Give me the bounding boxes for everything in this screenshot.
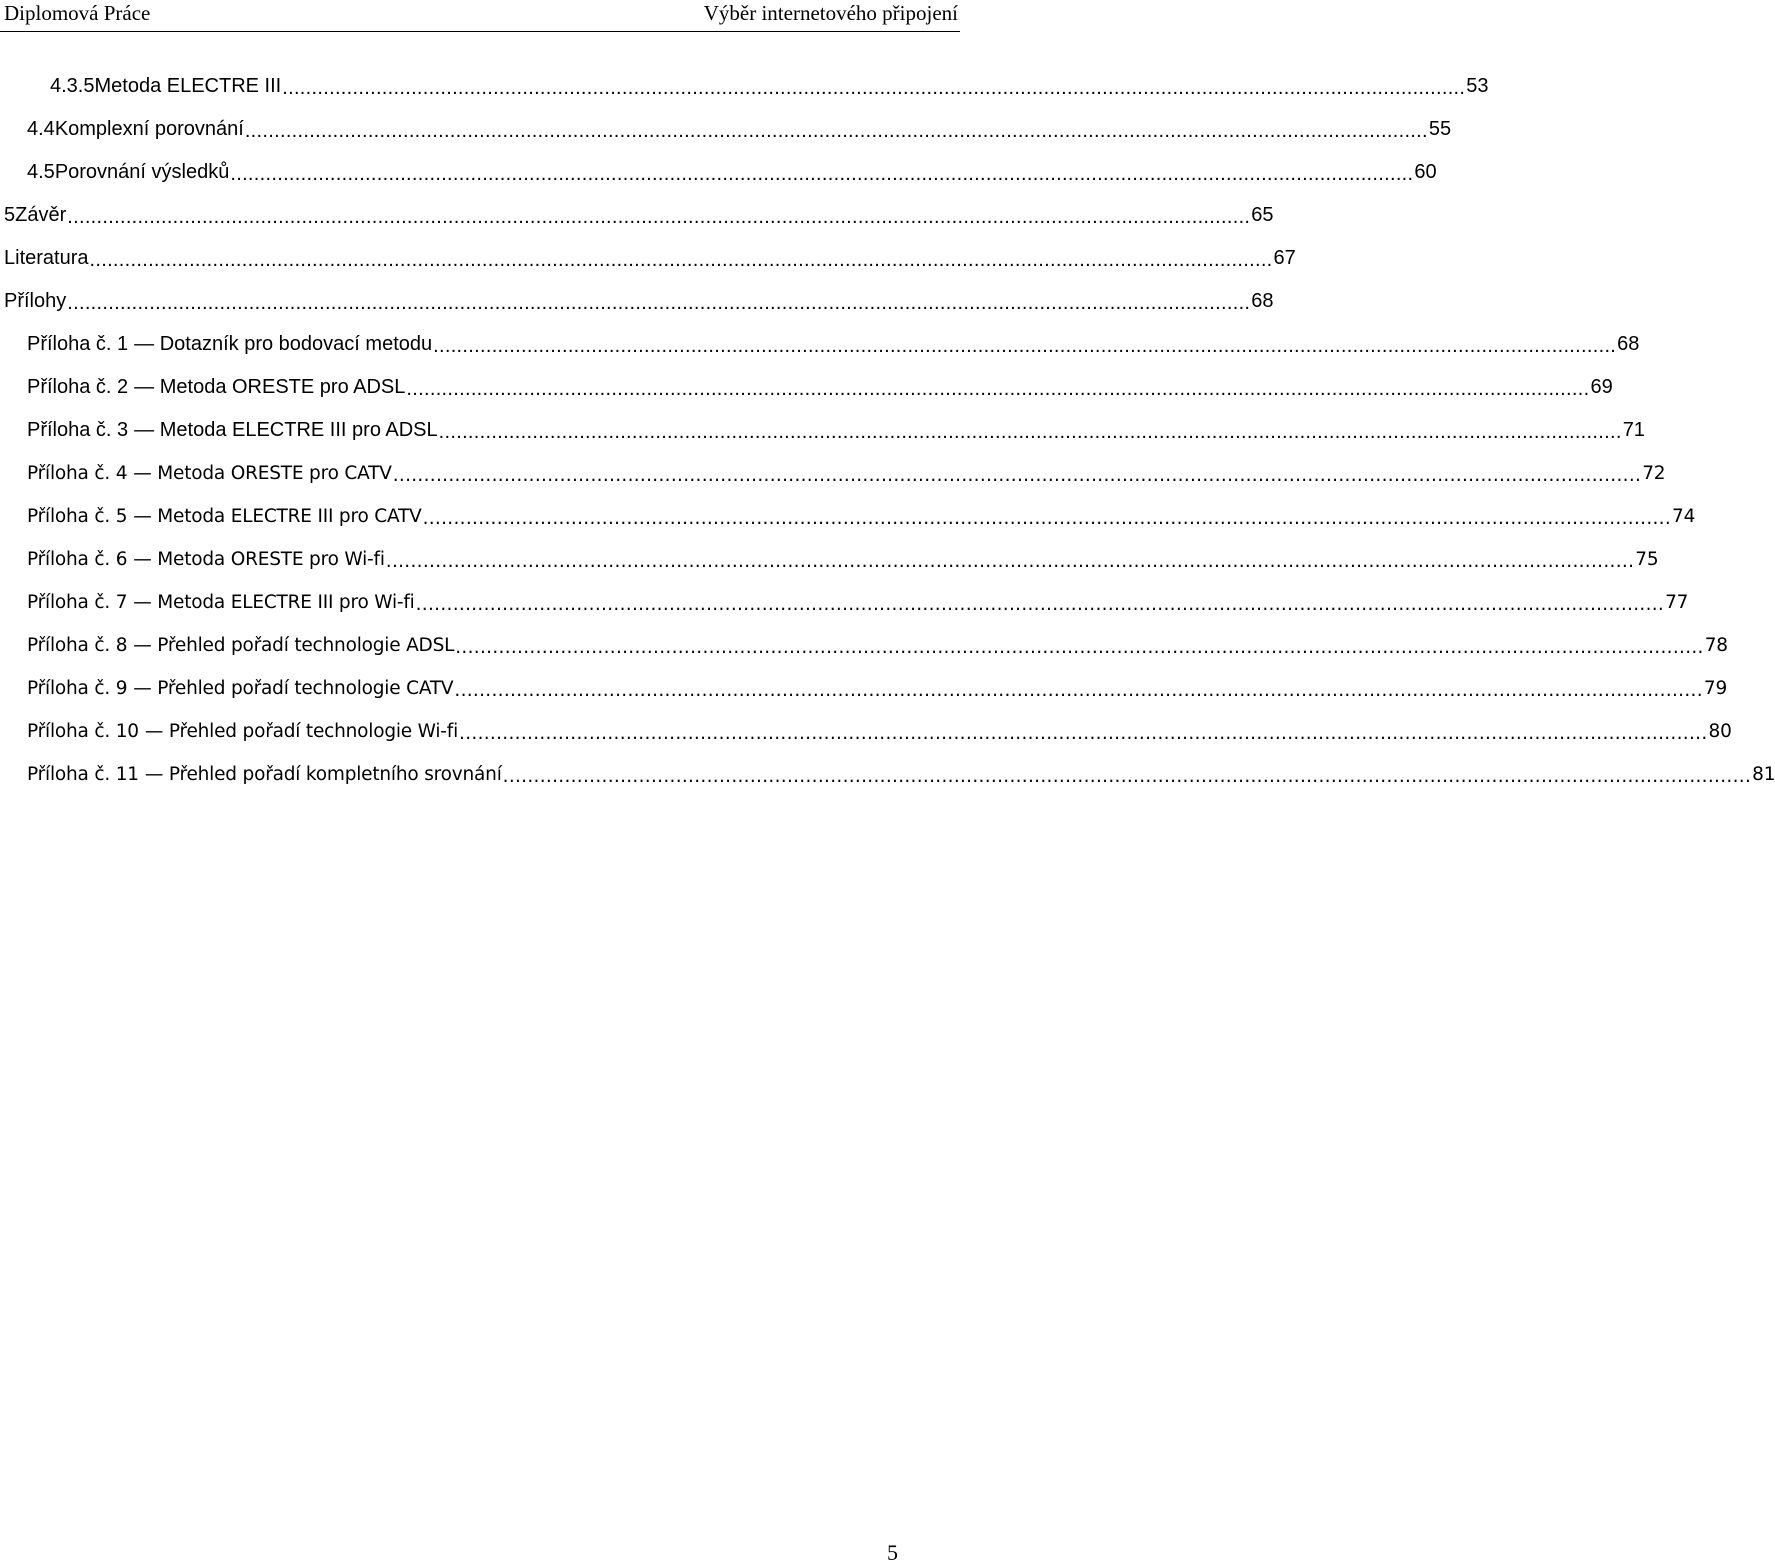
toc-leader-dots: .......................................................................................................................................................................................................... [502,766,1752,787]
header-thesis-title: Výběr internetového připojení [703,1,958,25]
toc-entry[interactable] [27,667,1728,710]
toc-entry-number: Příloha č. 1 [27,333,129,355]
toc-entry-title: Komplexní porovnání [54,118,244,140]
toc-leader-dots: .......................................................................................................................................................................................................... [433,335,1617,357]
toc-entry-number: 4.5 [27,161,55,183]
toc-entry-title-text: Metoda ELECTRE III pro CATV [157,506,422,527]
toc-entry-number: Příloha č. 7 [27,592,128,613]
toc-entry-title: — Přehled pořadí kompletního srovnání [144,764,502,785]
toc-entry-number: 5 [4,204,16,226]
toc-entry[interactable] [27,366,1613,409]
toc-entry-number: 4.4 [27,118,55,140]
toc-entry[interactable] [4,194,1274,237]
toc-entry-page: 65 [1251,204,1274,226]
toc-leader-dots: .......................................................................................................................................................................................................... [438,421,1622,443]
toc-entry-title: Porovnání výsledků [54,161,230,183]
toc-entry-title: — Přehled pořadí technologie CATV [133,678,454,699]
toc-entry-title-text: Metoda ORESTE pro Wi-fi [157,549,385,570]
toc-entry-number: Příloha č. 5 [27,506,128,527]
toc-entry-title-text: Metoda ORESTE pro ADSL [159,376,406,398]
toc-entry-page: 68 [1251,290,1274,312]
toc-entry-page: 74 [1672,506,1696,527]
toc-entry[interactable] [27,624,1728,667]
toc-entry-number: Příloha č. 8 [27,635,128,656]
toc-entry-number: Příloha č. 9 [27,678,128,699]
toc-leader-dots: .......................................................................................................................................................................................................... [282,77,1466,99]
toc-entry-title: — Metoda ELECTRE III pro CATV [133,506,422,527]
toc-entry[interactable] [27,452,1666,495]
toc-entry-title: — Metoda ELECTRE III pro Wi-fi [133,592,415,613]
toc-entry-title: Metoda ELECTRE III [94,75,282,97]
toc-entry-page: 55 [1428,118,1452,140]
toc-entry-page: 80 [1708,721,1732,742]
toc-entry-title-text: Přehled pořadí technologie CATV [157,678,454,699]
toc-entry-title-text: Přehled pořadí technologie Wi-fi [168,721,459,742]
toc-entry-title: Závěr [15,204,67,226]
toc-entry[interactable] [27,323,1640,366]
toc-entry-title-text: Přehled pořadí technologie ADSL [157,635,455,656]
toc-entry-title: — Dotazník pro bodovací metodu [134,333,433,355]
toc-entry[interactable] [27,581,1689,624]
toc-entry-number: Příloha č. 4 [27,463,128,484]
toc-leader-dots: .......................................................................................................................................................................................................... [244,120,1428,142]
toc-entry-title-text: Metoda ELECTRE III pro Wi-fi [157,592,415,613]
toc-entry-title-text: Metoda ORESTE pro CATV [157,463,392,484]
toc-entry-number: Příloha č. 11 [27,764,139,785]
toc-entry-page: 78 [1704,635,1728,656]
toc-entry-page: 71 [1622,419,1645,441]
toc-entry-page: 79 [1703,678,1728,699]
toc-entry-number: Příloha č. 3 [27,419,129,441]
toc-leader-dots: .......................................................................................................................................................................................................... [455,637,1704,658]
toc-entry-title-text: Metoda ELECTRE III pro ADSL [159,419,438,441]
toc-leader-dots: .......................................................................................................................................................................................................... [454,680,1703,701]
toc-entry-title: — Přehled pořadí technologie Wi-fi [144,721,459,742]
toc-leader-dots: .......................................................................................................................................................................................................... [406,378,1590,400]
toc-entry-page: 67 [1273,247,1296,269]
toc-entry-title: Přílohy [4,290,67,312]
toc-entry-title: Literatura [4,247,89,269]
toc-entry[interactable] [4,280,1274,323]
toc-entry[interactable] [27,151,1437,194]
toc-entry-number: Příloha č. 2 [27,376,129,398]
toc-entry-page: 60 [1414,161,1437,183]
toc-entry[interactable] [27,538,1659,581]
toc-entry-page: 69 [1590,376,1613,398]
header-document-type: Diplomová Práce [4,1,151,25]
toc-entry-title: — Metoda ORESTE pro Wi-fi [133,549,385,570]
toc-entry-page: 68 [1617,333,1640,355]
toc-entry[interactable] [27,108,1452,151]
toc-entry-number: Příloha č. 10 [27,721,139,742]
toc-entry-title-text: Dotazník pro bodovací metodu [159,333,433,355]
toc-leader-dots: .......................................................................................................................................................................................................... [385,551,1635,572]
toc-entry-title: — Přehled pořadí technologie ADSL [133,635,455,656]
page-number: 5 [887,1540,898,1565]
toc-entry-title-text: Přehled pořadí kompletního srovnání [168,764,502,785]
toc-entry[interactable] [27,495,1696,538]
toc-leader-dots: .......................................................................................................................................................................................................... [230,163,1414,185]
toc-leader-dots: .......................................................................................................................................................................................................... [459,723,1708,744]
toc-leader-dots: .......................................................................................................................................................................................................... [89,249,1273,271]
toc-entry-title: — Metoda ORESTE pro ADSL [134,376,406,398]
toc-entry[interactable] [27,710,1732,753]
toc-entry-number: Příloha č. 6 [27,549,128,570]
running-header [0,0,960,32]
toc-entry-page: 75 [1635,549,1659,570]
toc-leader-dots: .......................................................................................................................................................................................................... [422,508,1672,529]
toc-entry-title: — Metoda ORESTE pro CATV [133,463,392,484]
toc-entry[interactable] [4,237,1296,280]
toc-entry-title: — Metoda ELECTRE III pro ADSL [134,419,438,441]
toc-entry-page: 81 [1752,764,1775,785]
toc-entry[interactable] [27,753,1775,796]
toc-leader-dots: .......................................................................................................................................................................................................... [67,206,1251,228]
toc-entry[interactable] [27,409,1645,452]
toc-entry-page: 72 [1642,463,1666,484]
toc-entry-number: 4.3.5 [50,75,95,97]
toc-leader-dots: .......................................................................................................................................................................................................... [392,465,1642,486]
toc-entry[interactable] [50,65,1489,108]
toc-entry-page: 77 [1665,592,1689,613]
toc-leader-dots: .......................................................................................................................................................................................................... [67,292,1251,314]
toc-leader-dots: .......................................................................................................................................................................................................... [415,594,1665,615]
toc-entry-page: 53 [1466,75,1489,97]
